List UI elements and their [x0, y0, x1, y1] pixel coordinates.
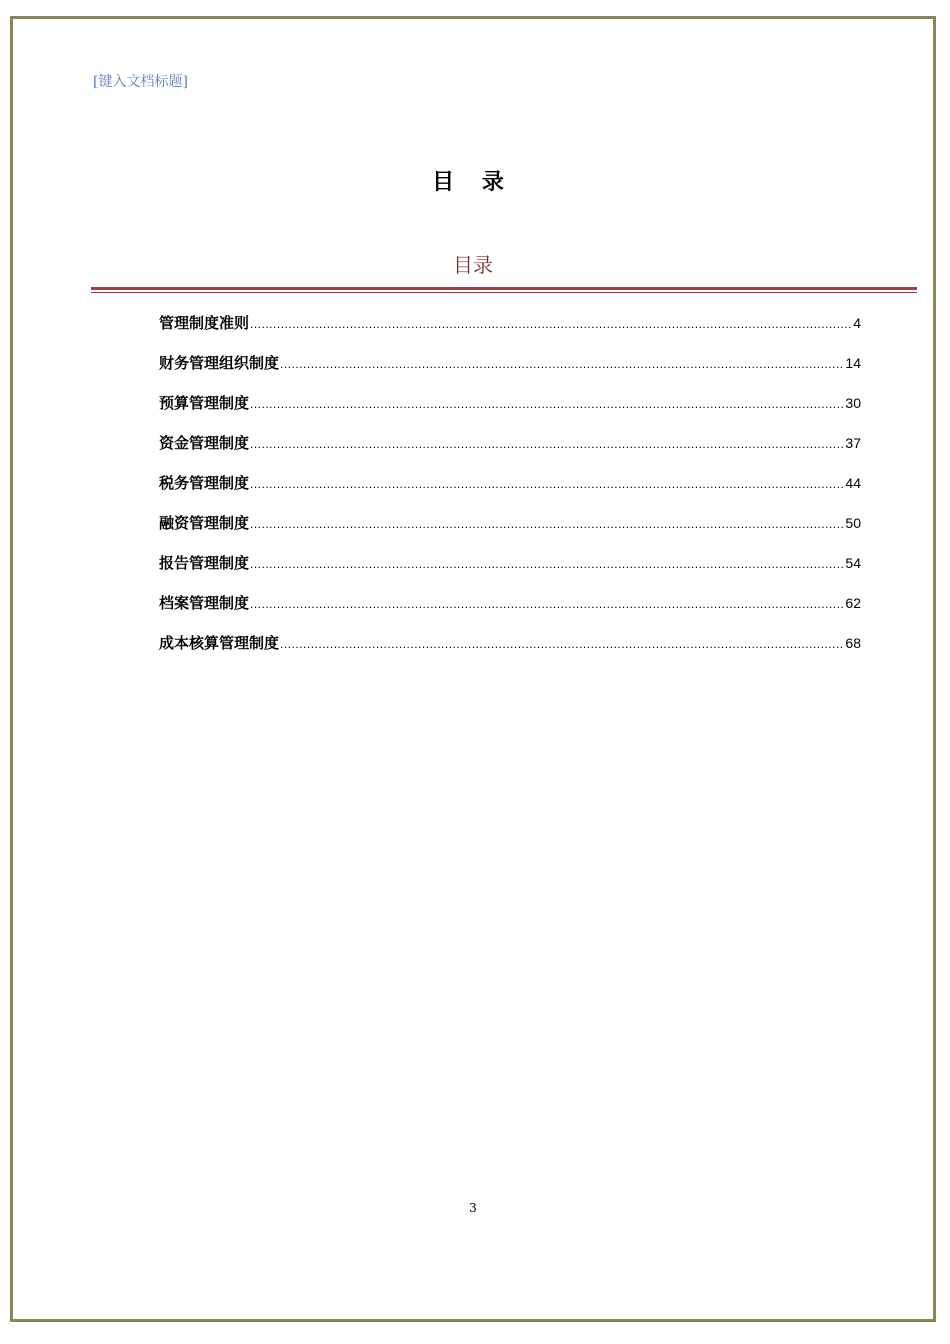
document-page — [10, 16, 936, 1322]
toc-entry-label[interactable]: 成本核算管理制度 — [159, 634, 280, 652]
toc-entry[interactable] — [159, 471, 861, 511]
page-number: 3 — [469, 1201, 477, 1215]
toc-entry-label[interactable]: 财务管理组织制度 — [159, 354, 280, 372]
toc-entry-page[interactable]: 14 — [845, 355, 861, 371]
toc-entry[interactable] — [159, 391, 861, 431]
toc-entry[interactable] — [159, 511, 861, 551]
toc-entry-label[interactable]: 融资管理制度 — [159, 514, 250, 532]
toc-leader-dots — [250, 472, 844, 496]
toc-entry-page[interactable]: 44 — [845, 475, 861, 491]
toc-entry-label[interactable]: 管理制度准则 — [159, 314, 250, 332]
toc-leader-dots — [250, 552, 844, 576]
toc-heading: 目录 — [453, 253, 493, 277]
document-title-placeholder[interactable]: [键入文档标题] — [93, 74, 188, 90]
toc-leader-dots — [250, 432, 844, 456]
toc-entry[interactable] — [159, 631, 861, 671]
toc-leader-dots — [250, 392, 844, 416]
toc-entry-label[interactable]: 预算管理制度 — [159, 394, 250, 412]
page-title: 目 录 — [432, 170, 514, 195]
toc-entry-page[interactable]: 37 — [845, 435, 861, 451]
toc-entry-page[interactable]: 4 — [853, 315, 861, 331]
toc-entry[interactable] — [159, 591, 861, 631]
toc-entry-page[interactable]: 50 — [845, 515, 861, 531]
toc-entry[interactable] — [159, 351, 861, 391]
toc-leader-dots — [280, 352, 844, 376]
toc-leader-dots — [250, 592, 844, 616]
toc-entry[interactable] — [159, 311, 861, 351]
toc-entry-page[interactable]: 54 — [845, 555, 861, 571]
toc-entry[interactable] — [159, 551, 861, 591]
toc-leader-dots — [250, 512, 844, 536]
toc-entry-label[interactable]: 档案管理制度 — [159, 594, 250, 612]
toc-entry[interactable] — [159, 431, 861, 471]
toc-entry-label[interactable]: 税务管理制度 — [159, 474, 250, 492]
toc-entry-label[interactable]: 资金管理制度 — [159, 434, 250, 452]
table-of-contents — [159, 311, 861, 671]
toc-leader-dots — [280, 632, 844, 656]
toc-entry-page[interactable]: 30 — [845, 395, 861, 411]
toc-entry-page[interactable]: 62 — [845, 595, 861, 611]
toc-entry-label[interactable]: 报告管理制度 — [159, 554, 250, 572]
toc-leader-dots — [250, 312, 852, 336]
heading-divider — [91, 287, 917, 293]
toc-entry-page[interactable]: 68 — [845, 635, 861, 651]
